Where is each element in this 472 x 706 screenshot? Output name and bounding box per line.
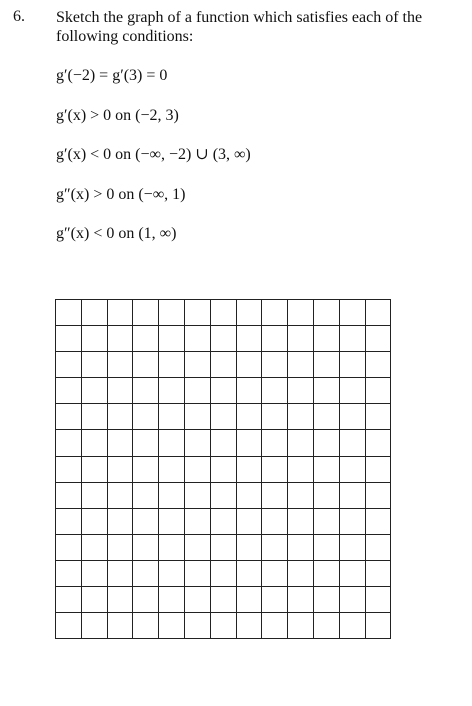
- grid-cell: [133, 535, 159, 561]
- grid-cell: [366, 326, 392, 352]
- grid-cell: [159, 613, 185, 639]
- grid-cell: [211, 587, 237, 613]
- grid-cell: [56, 509, 82, 535]
- grid-cell: [185, 300, 211, 326]
- grid-cell: [185, 587, 211, 613]
- grid-cell: [133, 509, 159, 535]
- grid-cell: [82, 352, 108, 378]
- grid-cell: [82, 483, 108, 509]
- grid-cell: [108, 509, 134, 535]
- grid-cell: [82, 430, 108, 456]
- condition-concave-down: g″(x) < 0 on (1, ∞): [56, 225, 177, 242]
- grid-cell: [82, 561, 108, 587]
- grid-cell: [237, 561, 263, 587]
- grid-cell: [108, 378, 134, 404]
- grid-cell: [262, 300, 288, 326]
- problem-number: 6.: [13, 8, 25, 25]
- grid-cell: [237, 378, 263, 404]
- grid-cell: [56, 587, 82, 613]
- grid-cell: [159, 457, 185, 483]
- grid-cell: [108, 613, 134, 639]
- grid-cell: [314, 535, 340, 561]
- grid-cell: [56, 535, 82, 561]
- grid-cell: [340, 326, 366, 352]
- grid-cell: [108, 561, 134, 587]
- condition-critical-points: g′(−2) = g′(3) = 0: [56, 67, 168, 84]
- grid-cell: [288, 457, 314, 483]
- grid-cell: [288, 430, 314, 456]
- grid-cell: [159, 352, 185, 378]
- grid-cell: [340, 561, 366, 587]
- grid-cell: [237, 535, 263, 561]
- grid-cell: [340, 430, 366, 456]
- grid-cell: [108, 326, 134, 352]
- grid-cell: [340, 483, 366, 509]
- grid-cell: [82, 613, 108, 639]
- grid-cell: [159, 404, 185, 430]
- grid-cell: [133, 300, 159, 326]
- grid-cell: [262, 430, 288, 456]
- grid-cell: [108, 587, 134, 613]
- grid-cell: [133, 613, 159, 639]
- grid-cell: [340, 404, 366, 430]
- grid-cell: [366, 587, 392, 613]
- grid-cell: [108, 430, 134, 456]
- grid-cell: [133, 326, 159, 352]
- grid-cell: [82, 587, 108, 613]
- grid-cell: [211, 613, 237, 639]
- grid-cell: [185, 509, 211, 535]
- grid-cell: [288, 483, 314, 509]
- grid-cell: [56, 613, 82, 639]
- grid-cell: [237, 300, 263, 326]
- grid-cell: [340, 613, 366, 639]
- grid-cell: [159, 509, 185, 535]
- grid-cell: [159, 300, 185, 326]
- grid-cell: [366, 509, 392, 535]
- grid-cell: [211, 378, 237, 404]
- grid-cell: [159, 430, 185, 456]
- grid-cell: [108, 535, 134, 561]
- grid-cell: [108, 352, 134, 378]
- grid-cell: [159, 326, 185, 352]
- grid-cell: [56, 300, 82, 326]
- grid-cell: [159, 587, 185, 613]
- grid-cell: [56, 378, 82, 404]
- grid-cell: [314, 300, 340, 326]
- condition-concave-up: g″(x) > 0 on (−∞, 1): [56, 185, 186, 203]
- grid-cell: [133, 378, 159, 404]
- grid-cell: [237, 587, 263, 613]
- grid-cell: [288, 561, 314, 587]
- grid-cell: [237, 509, 263, 535]
- grid-cell: [185, 404, 211, 430]
- grid-cell: [108, 300, 134, 326]
- grid-cell: [108, 457, 134, 483]
- grid-cell: [314, 509, 340, 535]
- grid-cell: [185, 613, 211, 639]
- grid-cell: [185, 457, 211, 483]
- grid-cell: [185, 535, 211, 561]
- grid-cell: [56, 483, 82, 509]
- grid-cell: [133, 483, 159, 509]
- grid-cell: [133, 430, 159, 456]
- grid-cell: [185, 430, 211, 456]
- grid-cell: [56, 561, 82, 587]
- grid-cell: [133, 587, 159, 613]
- grid-cell: [56, 326, 82, 352]
- grid-cell: [56, 404, 82, 430]
- grid-cell: [108, 483, 134, 509]
- grid-cell: [211, 535, 237, 561]
- grid-cell: [82, 509, 108, 535]
- grid-cell: [237, 404, 263, 430]
- grid-cell: [237, 457, 263, 483]
- grid-cell: [211, 561, 237, 587]
- problem-prompt: Sketch the graph of a function which satisfies each of the following conditions:: [56, 9, 423, 45]
- grid-cell: [133, 352, 159, 378]
- grid-cell: [185, 561, 211, 587]
- grid-cell: [340, 587, 366, 613]
- grid-cell: [159, 535, 185, 561]
- grid-cell: [211, 457, 237, 483]
- grid-cell: [314, 561, 340, 587]
- grid-cell: [314, 457, 340, 483]
- grid-cell: [314, 326, 340, 352]
- grid-cell: [133, 404, 159, 430]
- grid-cell: [366, 404, 392, 430]
- grid-cell: [340, 300, 366, 326]
- grid-cell: [314, 378, 340, 404]
- grid-cell: [288, 300, 314, 326]
- grid-cell: [262, 352, 288, 378]
- grid-cell: [366, 535, 392, 561]
- grid-cell: [288, 535, 314, 561]
- grid-cell: [56, 352, 82, 378]
- grid-cell: [211, 483, 237, 509]
- grid-cell: [262, 509, 288, 535]
- grid-cell: [133, 561, 159, 587]
- grid-cell: [133, 457, 159, 483]
- grid-cell: [340, 352, 366, 378]
- grid-cell: [262, 561, 288, 587]
- grid-cell: [237, 483, 263, 509]
- grid-cell: [340, 378, 366, 404]
- grid-cell: [288, 326, 314, 352]
- grid-cell: [82, 326, 108, 352]
- grid-cell: [159, 483, 185, 509]
- grid-cell: [366, 561, 392, 587]
- grid-cell: [288, 352, 314, 378]
- grid-cell: [82, 404, 108, 430]
- conditions-list: [56, 66, 251, 264]
- grid-cell: [262, 613, 288, 639]
- grid-cell: [82, 535, 108, 561]
- grid-cell: [237, 613, 263, 639]
- grid-cell: [314, 430, 340, 456]
- grid-cell: [159, 378, 185, 404]
- grid-cell: [56, 457, 82, 483]
- grid-cell: [262, 587, 288, 613]
- condition-decreasing: g′(x) < 0 on (−∞, −2) ∪ (3, ∞): [56, 146, 251, 163]
- grid-cell: [340, 509, 366, 535]
- grid-cell: [56, 430, 82, 456]
- grid-cell: [288, 404, 314, 430]
- grid-cell: [314, 613, 340, 639]
- grid-cell: [82, 457, 108, 483]
- grid-cell: [185, 326, 211, 352]
- grid-cell: [314, 483, 340, 509]
- grid-cell: [237, 352, 263, 378]
- grid-cell: [185, 483, 211, 509]
- grid-cell: [288, 587, 314, 613]
- grid-cell: [288, 613, 314, 639]
- grid-cell: [211, 509, 237, 535]
- grid-cell: [288, 378, 314, 404]
- grid-cell: [82, 378, 108, 404]
- grid-cell: [82, 300, 108, 326]
- grid-cell: [237, 326, 263, 352]
- grid-cell: [366, 352, 392, 378]
- grid-cell: [211, 326, 237, 352]
- grid-cell: [185, 378, 211, 404]
- sketch-grid[interactable]: [55, 299, 391, 639]
- grid-cell: [262, 378, 288, 404]
- grid-cell: [366, 483, 392, 509]
- grid-cell: [211, 300, 237, 326]
- grid-cell: [262, 457, 288, 483]
- grid-cell: [262, 535, 288, 561]
- grid-cell: [262, 404, 288, 430]
- grid-cell: [366, 613, 392, 639]
- grid-cell: [262, 483, 288, 509]
- grid-cell: [340, 457, 366, 483]
- grid-cell: [211, 352, 237, 378]
- grid-cell: [211, 430, 237, 456]
- grid-cell: [211, 404, 237, 430]
- grid-cell: [262, 326, 288, 352]
- condition-increasing: g′(x) > 0 on (−2, 3): [56, 106, 179, 124]
- grid-cell: [314, 587, 340, 613]
- grid-cell: [159, 561, 185, 587]
- grid-cell: [314, 404, 340, 430]
- grid-cell: [366, 378, 392, 404]
- grid-cell: [366, 430, 392, 456]
- grid-cell: [185, 352, 211, 378]
- grid-cell: [366, 457, 392, 483]
- grid-cell: [340, 535, 366, 561]
- grid-cell: [366, 300, 392, 326]
- grid-cell: [314, 352, 340, 378]
- grid-cell: [288, 509, 314, 535]
- grid-cell: [108, 404, 134, 430]
- grid-cell: [237, 430, 263, 456]
